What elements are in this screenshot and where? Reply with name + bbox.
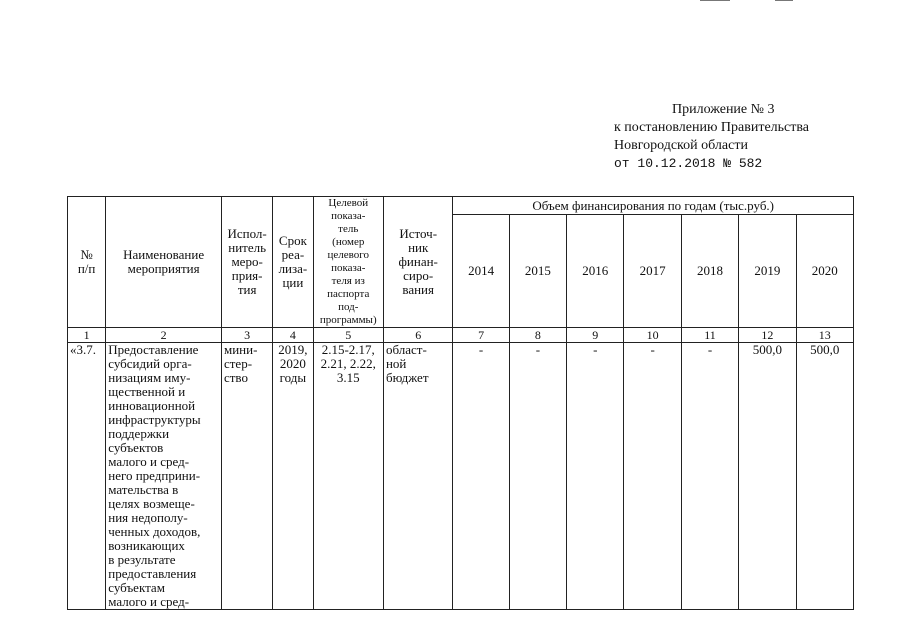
column-number: 5	[313, 328, 383, 343]
header-year: 2018	[681, 215, 738, 328]
row-value-2018: -	[681, 343, 738, 610]
header-name: Наименование мероприятия	[106, 197, 222, 328]
column-number: 4	[273, 328, 313, 343]
financing-table	[67, 196, 854, 610]
row-source: област- ной бюджет	[383, 343, 452, 610]
header-term: Срок реа- лиза- ции	[273, 197, 313, 328]
header-year: 2020	[796, 215, 853, 328]
column-number: 2	[106, 328, 222, 343]
column-number: 13	[796, 328, 853, 343]
appendix-region: Новгородской области	[614, 138, 748, 153]
header-num: № п/п	[68, 197, 106, 328]
row-value-2015: -	[509, 343, 566, 610]
column-number: 7	[453, 328, 509, 343]
row-value-2014: -	[453, 343, 509, 610]
row-term: 2019, 2020 годы	[273, 343, 313, 610]
column-number: 12	[739, 328, 796, 343]
column-number: 6	[383, 328, 452, 343]
header-year: 2017	[624, 215, 681, 328]
appendix-title: Приложение № 3	[672, 102, 775, 117]
row-executor: мини- стер- ство	[221, 343, 272, 610]
row-value-2017: -	[624, 343, 681, 610]
column-number: 8	[509, 328, 566, 343]
appendix-decree: к постановлению Правительства	[614, 120, 810, 135]
column-numbers-row	[68, 328, 854, 343]
header-target: Целевой показа- тель (номер целевого показа- теля из паспорта под- программы)	[313, 197, 383, 328]
column-number: 3	[221, 328, 272, 343]
row-num: «3.7.	[68, 343, 106, 610]
column-number: 9	[567, 328, 624, 343]
header-year: 2015	[509, 215, 566, 328]
column-number: 10	[624, 328, 681, 343]
row-target: 2.15-2.17, 2.21, 2.22, 3.15	[313, 343, 383, 610]
row-value-2020: 500,0	[796, 343, 853, 610]
column-number: 11	[681, 328, 738, 343]
scan-mark-right	[775, 0, 793, 1]
table-row	[68, 343, 854, 610]
header-year: 2014	[453, 215, 509, 328]
header-executor: Испол- нитель меро- прия- тия	[221, 197, 272, 328]
column-number: 1	[68, 328, 106, 343]
row-value-2016: -	[567, 343, 624, 610]
row-name: Предоставление субсидий орга- низациям иму- щественной и инновационной инфраструктуры поддержки субъектов малого и сред- него предприни- мательства в целях возмеще- ния недополу- ченных доходов, возникающих в результате предоставления субъектам малого и сред-	[106, 343, 222, 610]
row-value-2019: 500,0	[739, 343, 796, 610]
scan-mark-left	[700, 0, 730, 1]
header-year: 2016	[567, 215, 624, 328]
header-source: Источ- ник финан- сиро- вания	[383, 197, 452, 328]
header-year: 2019	[739, 215, 796, 328]
appendix-date-number: от 10.12.2018 № 582	[614, 156, 763, 171]
appendix-header	[614, 101, 809, 173]
header-financing: Объем финансирования по годам (тыс.руб.)	[453, 197, 854, 215]
